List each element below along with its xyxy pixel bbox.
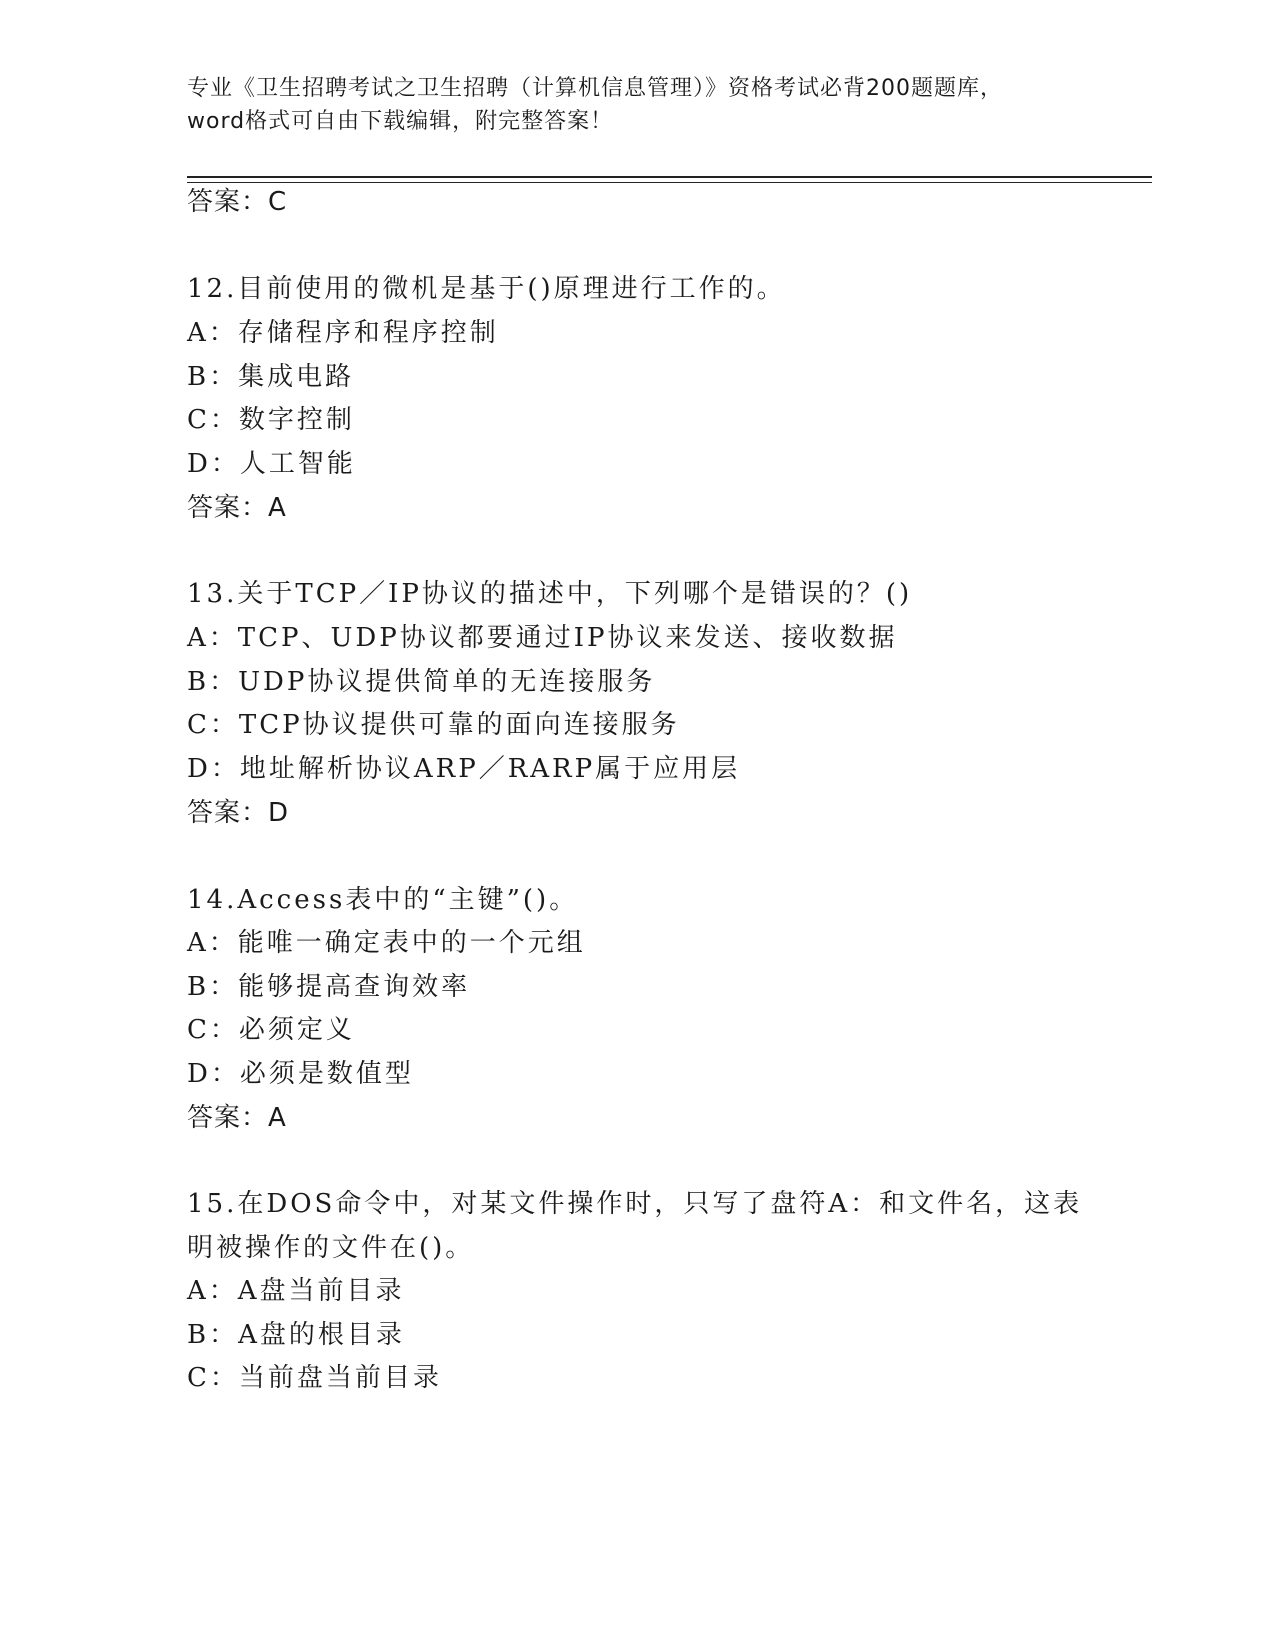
question-12-option-c: C：数字控制 (187, 405, 355, 435)
question-12-stem: 12.目前使用的微机是基于()原理进行工作的。 (187, 274, 786, 304)
header-line-2: word格式可自由下载编辑，附完整答案！ (187, 109, 614, 134)
header-divider-thin (187, 182, 1152, 183)
question-12-option-a: A：存储程序和程序控制 (187, 318, 499, 348)
question-14-option-a: A：能唯一确定表中的一个元组 (187, 928, 586, 958)
question-13-option-b: B：UDP协议提供简单的无连接服务 (187, 667, 656, 697)
header-line-1: 专业《卫生招聘考试之卫生招聘（计算机信息管理）》资格考试必背200题题库， (187, 76, 1003, 101)
question-13-stem: 13.关于TCP／IP协议的描述中，下列哪个是错误的？() (187, 579, 913, 609)
header-divider-thick (187, 176, 1152, 178)
question-12-answer: 答案：A (187, 493, 287, 523)
question-13-option-c: C：TCP协议提供可靠的面向连接服务 (187, 710, 680, 740)
document-header (187, 72, 1067, 138)
question-15-stem-line-1: 15.在DOS命令中，对某文件操作时，只写了盘符A：和文件名，这表 (187, 1189, 1083, 1219)
question-14-answer: 答案：A (187, 1103, 287, 1133)
question-14-option-b: B：能够提高查询效率 (187, 972, 471, 1002)
question-13-option-a: A：TCP、UDP协议都要通过IP协议来发送、接收数据 (187, 623, 898, 653)
question-15-stem-line-2: 明被操作的文件在()。 (187, 1233, 475, 1263)
question-15-option-c: C：当前盘当前目录 (187, 1363, 442, 1393)
question-13-option-d: D：地址解析协议ARP／RARP属于应用层 (187, 754, 741, 784)
question-12-option-b: B：集成电路 (187, 362, 355, 392)
question-14-option-c: C：必须定义 (187, 1015, 355, 1045)
previous-answer: 答案：C (187, 187, 288, 217)
question-12-option-d: D：人工智能 (187, 449, 356, 479)
question-13-answer: 答案：D (187, 798, 290, 828)
question-15-option-b: B：A盘的根目录 (187, 1320, 405, 1350)
question-15-option-a: A：A盘当前目录 (187, 1276, 405, 1306)
question-14-option-d: D：必须是数值型 (187, 1059, 414, 1089)
question-14-stem: 14.Access表中的“主键”()。 (187, 885, 579, 915)
